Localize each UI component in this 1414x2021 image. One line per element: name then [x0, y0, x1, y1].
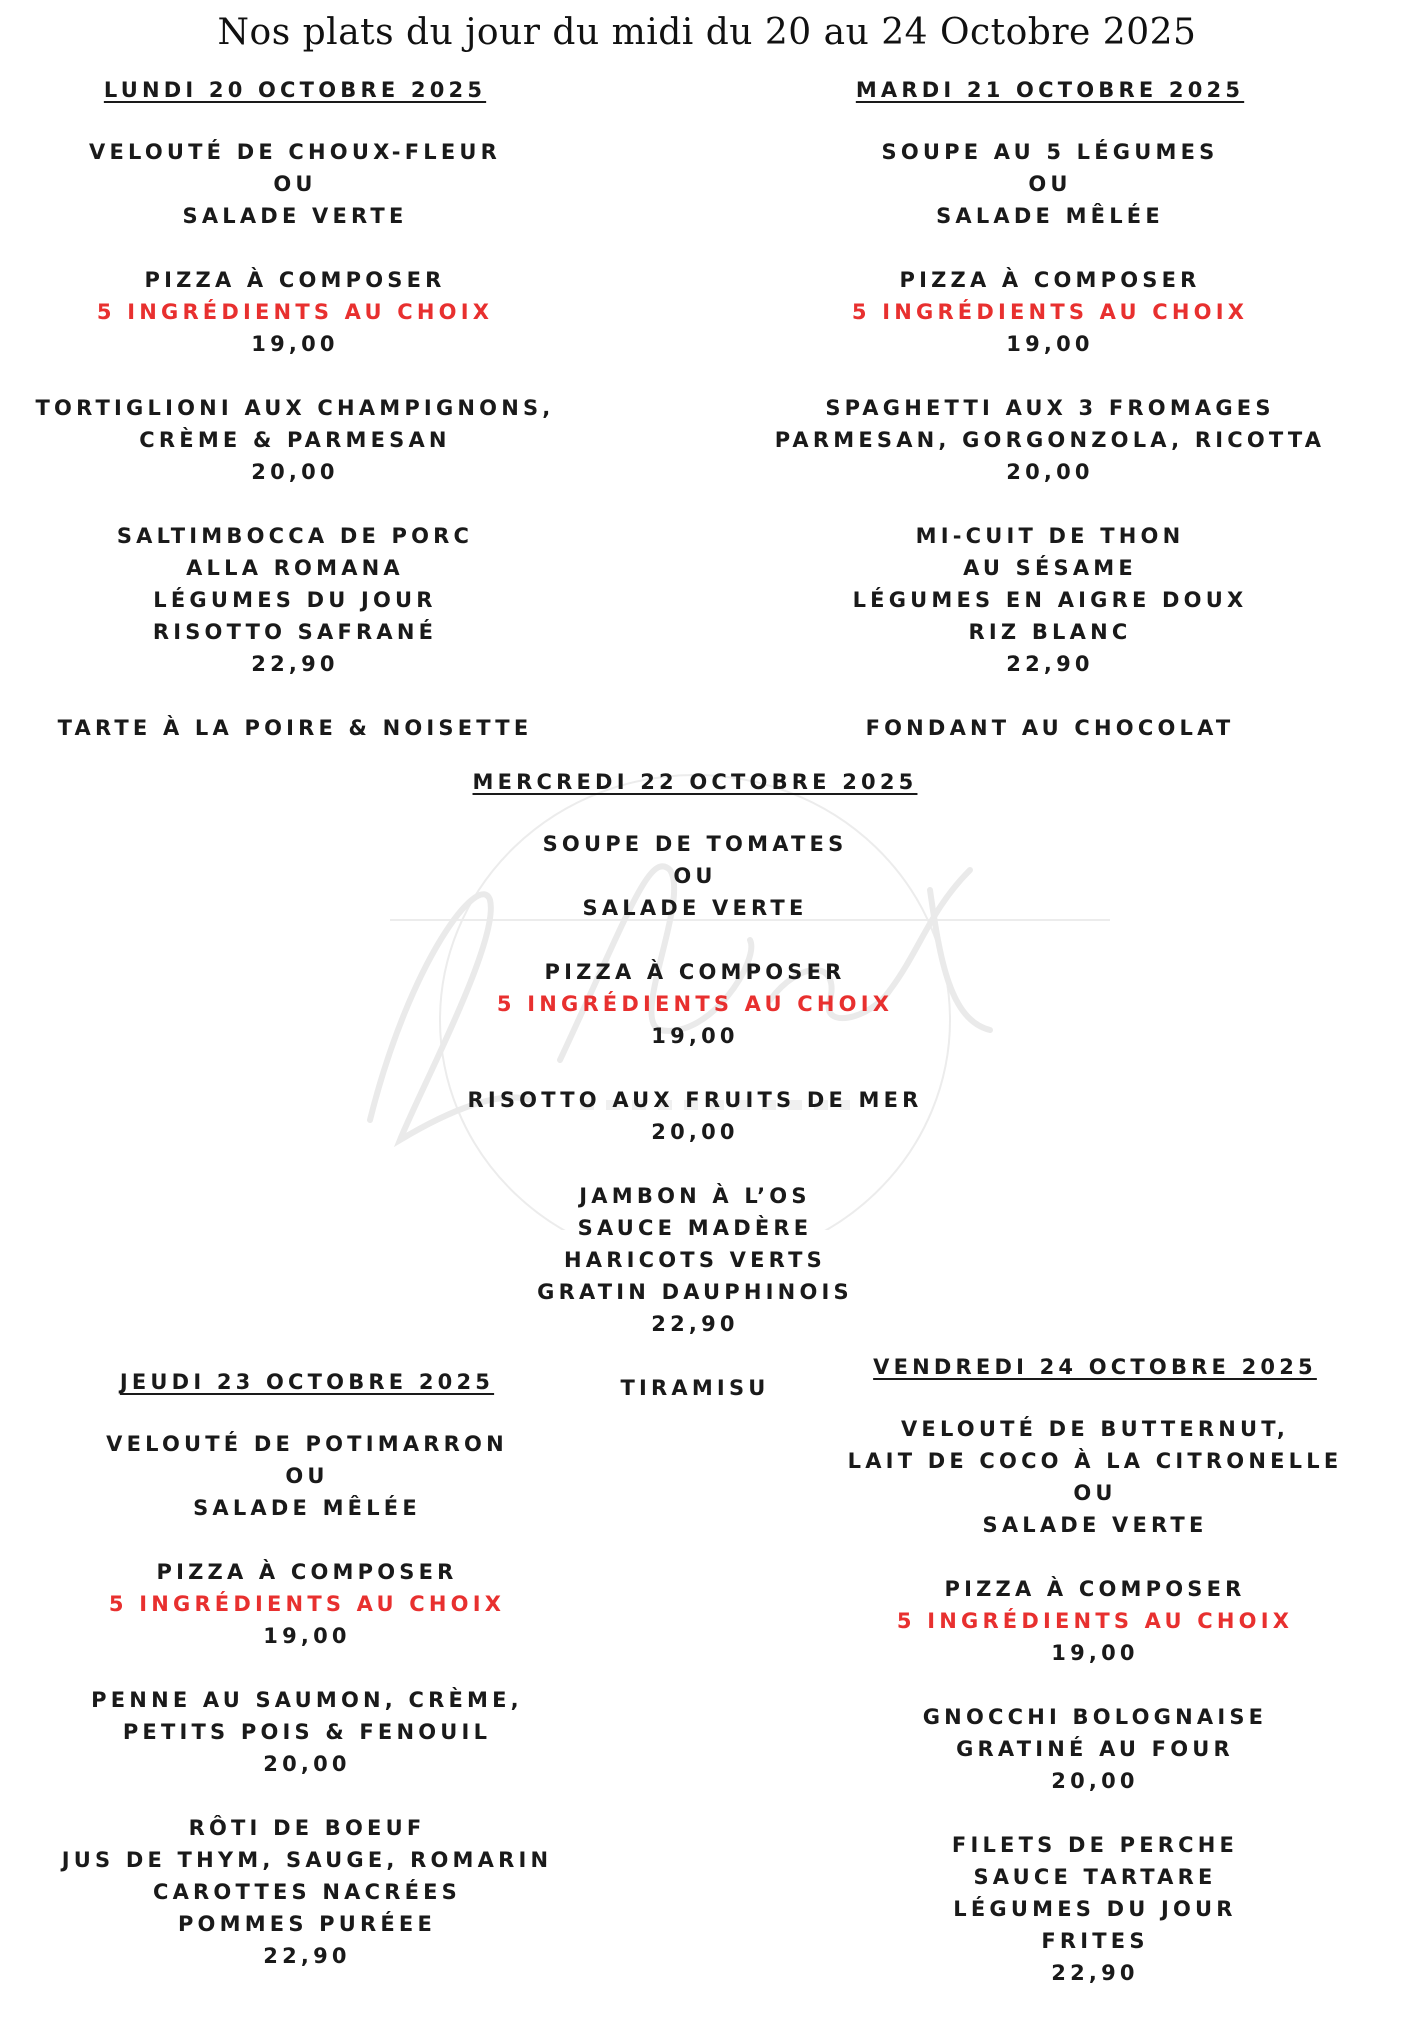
- pizza-name: PIZZA À COMPOSER: [144, 268, 446, 292]
- price: 20,00: [251, 460, 339, 484]
- price: 19,00: [251, 332, 339, 356]
- menu-line: SPAGHETTI AUX 3 FROMAGES: [825, 396, 1275, 420]
- menu-line: LÉGUMES EN AIGRE DOUX: [852, 588, 1248, 612]
- pizza-block: [410, 956, 980, 1052]
- menu-line: CAROTTES NACRÉES: [152, 1880, 462, 1904]
- menu-line: VELOUTÉ DE POTIMARRON: [106, 1432, 508, 1456]
- pasta-block: [810, 1701, 1380, 1797]
- menu-line: RÔTI DE BOEUF: [188, 1816, 426, 1840]
- main-block: [10, 520, 580, 680]
- menu-line: SAUCE MADÈRE: [577, 1216, 813, 1240]
- menu-line: GNOCCHI BOLOGNAISE: [922, 1705, 1268, 1729]
- menu-line: PARMESAN, GORGONZOLA, RICOTTA: [774, 428, 1326, 452]
- day-header: JEUDI 23 OCTOBRE 2025: [119, 1370, 495, 1394]
- pasta-block: [410, 1084, 980, 1148]
- starter-block: [765, 136, 1335, 232]
- price: 20,00: [1051, 1769, 1139, 1793]
- menu-line: MI-CUIT DE THON: [915, 524, 1185, 548]
- pasta-block: [22, 1684, 592, 1780]
- menu-line: OU: [673, 864, 717, 888]
- pizza-block: [765, 264, 1335, 360]
- menu-line: VELOUTÉ DE BUTTERNUT,: [900, 1417, 1290, 1441]
- price: 22,90: [1051, 1961, 1139, 1985]
- pizza-note: 5 INGRÉDIENTS AU CHOIX: [96, 300, 494, 324]
- price: 22,90: [263, 1944, 351, 1968]
- menu-line: RISOTTO SAFRANÉ: [152, 620, 438, 644]
- price: 22,90: [651, 1312, 739, 1336]
- price: 20,00: [651, 1120, 739, 1144]
- main-block: [22, 1812, 592, 1972]
- menu-line: FILETS DE PERCHE: [951, 1833, 1239, 1857]
- menu-line: ALLA ROMANA: [186, 556, 404, 580]
- pizza-block: [10, 264, 580, 360]
- price: 22,90: [1006, 652, 1094, 676]
- menu-line: PENNE AU SAUMON, CRÈME,: [91, 1688, 523, 1712]
- menu-line: SALTIMBOCCA DE PORC: [116, 524, 474, 548]
- menu-line: PETITS POIS & FENOUIL: [122, 1720, 492, 1744]
- starter-block: [410, 828, 980, 924]
- pizza-block: [810, 1573, 1380, 1669]
- menu-line: LÉGUMES DU JOUR: [153, 588, 437, 612]
- menu-line: SAUCE TARTARE: [973, 1865, 1217, 1889]
- day-header: MERCREDI 22 OCTOBRE 2025: [472, 770, 918, 794]
- pizza-name: PIZZA À COMPOSER: [899, 268, 1201, 292]
- day-header: MARDI 21 OCTOBRE 2025: [855, 78, 1245, 102]
- pizza-note: 5 INGRÉDIENTS AU CHOIX: [851, 300, 1249, 324]
- menu-line: TORTIGLIONI AUX CHAMPIGNONS,: [35, 396, 555, 420]
- day-friday: [810, 1351, 1380, 2021]
- pizza-note: 5 INGRÉDIENTS AU CHOIX: [496, 992, 894, 1016]
- dessert: TIRAMISU: [620, 1376, 770, 1400]
- pizza-note: 5 INGRÉDIENTS AU CHOIX: [108, 1592, 506, 1616]
- dessert: FONDANT AU CHOCOLAT: [865, 716, 1235, 740]
- page-title: Nos plats du jour du midi du 20 au 24 Octobre 2025: [217, 12, 1197, 53]
- menu-line: LÉGUMES DU JOUR: [953, 1897, 1237, 1921]
- pizza-name: PIZZA À COMPOSER: [944, 1577, 1246, 1601]
- price: 19,00: [651, 1024, 739, 1048]
- pasta-block: [765, 392, 1335, 488]
- day-header: VENDREDI 24 OCTOBRE 2025: [873, 1355, 1317, 1379]
- menu-line: POMMES PURÉEE: [177, 1912, 437, 1936]
- main-block: [410, 1180, 980, 1340]
- menu-line: GRATINÉ AU FOUR: [956, 1737, 1234, 1761]
- menu-line: OU: [273, 172, 317, 196]
- menu-line: SALADE MÊLÉE: [936, 204, 1164, 228]
- menu-line: CRÈME & PARMESAN: [139, 428, 451, 452]
- menu-line: OU: [1073, 1481, 1117, 1505]
- price: 20,00: [1006, 460, 1094, 484]
- menu-line: OU: [1028, 172, 1072, 196]
- menu-line: VELOUTÉ DE CHOUX-FLEUR: [89, 140, 501, 164]
- menu-line: OU: [285, 1464, 329, 1488]
- day-tuesday: [765, 74, 1335, 744]
- price: 20,00: [263, 1752, 351, 1776]
- menu-line: SALADE MÊLÉE: [193, 1496, 421, 1520]
- price: 19,00: [1051, 1641, 1139, 1665]
- main-block: [765, 520, 1335, 680]
- menu-line: LAIT DE COCO À LA CITRONELLE: [847, 1449, 1343, 1473]
- price: 19,00: [263, 1624, 351, 1648]
- menu-line: GRATIN DAUPHINOIS: [537, 1280, 853, 1304]
- pizza-block: [22, 1556, 592, 1652]
- price: 22,90: [251, 652, 339, 676]
- menu-line: FRITES: [1041, 1929, 1149, 1953]
- starter-block: [10, 136, 580, 232]
- menu-line: SALADE VERTE: [982, 1513, 1208, 1537]
- starter-block: [22, 1428, 592, 1524]
- menu-line: SOUPE DE TOMATES: [542, 832, 848, 856]
- pizza-name: PIZZA À COMPOSER: [156, 1560, 458, 1584]
- menu-line: JUS DE THYM, SAUGE, ROMARIN: [61, 1848, 553, 1872]
- day-thursday: [22, 1366, 592, 2004]
- pasta-block: [10, 392, 580, 488]
- menu-line: SOUPE AU 5 LÉGUMES: [881, 140, 1219, 164]
- day-wednesday: [410, 766, 980, 1404]
- menu-line: AU SÉSAME: [963, 556, 1137, 580]
- menu-line: SALADE VERTE: [582, 896, 808, 920]
- price: 19,00: [1006, 332, 1094, 356]
- menu-line: SALADE VERTE: [182, 204, 408, 228]
- starter-block: [810, 1413, 1380, 1541]
- menu-line: RIZ BLANC: [968, 620, 1132, 644]
- day-monday: [10, 74, 580, 744]
- pizza-note: 5 INGRÉDIENTS AU CHOIX: [896, 1609, 1294, 1633]
- menu-line: RISOTTO AUX FRUITS DE MER: [467, 1088, 923, 1112]
- menu-line: JAMBON À L’OS: [579, 1184, 811, 1208]
- dessert: TARTE À LA POIRE & NOISETTE: [57, 716, 533, 740]
- main-block: [810, 1829, 1380, 1989]
- menu-line: HARICOTS VERTS: [564, 1248, 826, 1272]
- day-header: LUNDI 20 OCTOBRE 2025: [103, 78, 487, 102]
- pizza-name: PIZZA À COMPOSER: [544, 960, 846, 984]
